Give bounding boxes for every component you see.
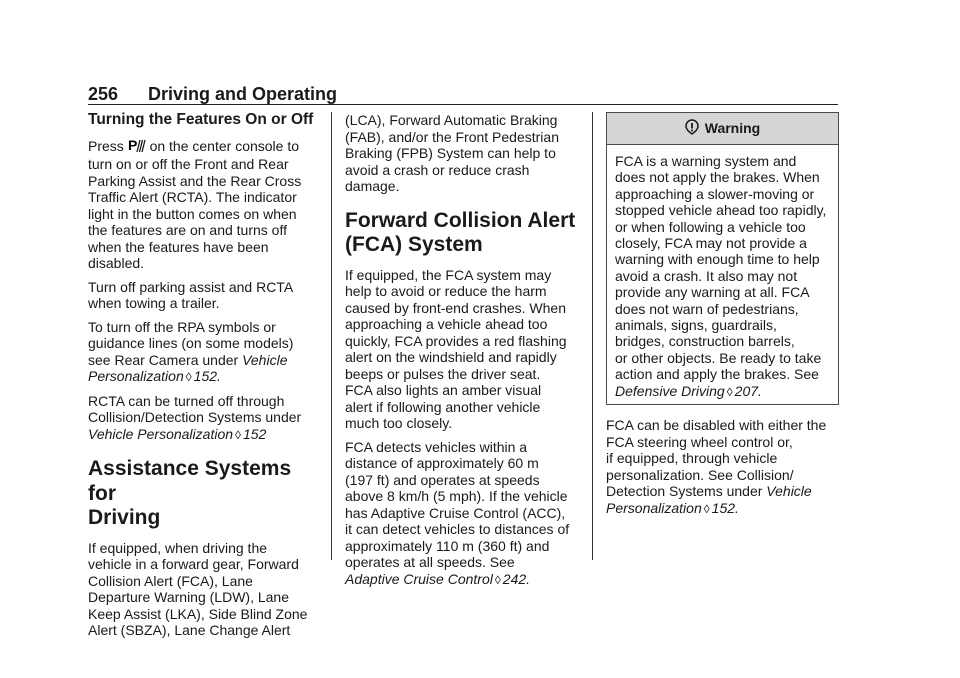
subheading: Turning the Features On or Off [88,111,314,128]
paragraph: RCTA can be turned off through Collision/Detection Systems under Vehicle Personalization ◊ 152 [88,392,302,442]
page-header [88,84,838,104]
paragraph: Press P on the center console to turn on or off the Front and Rear Parking Assist and the Rear Cross Traffic Alert (RCTA). The indicator light in the button comes on when the features are on and turns off when the features have been disabled. [88,136,302,271]
column-1 [88,112,324,646]
section-heading: Forward Collision Alert (FCA) System [345,208,576,256]
warning-box [606,112,839,405]
svg-text:P: P [127,136,138,153]
page-ref-icon: ◊ [703,501,710,516]
page-ref-icon: ◊ [726,384,733,399]
page-number: 256 [88,84,119,104]
warning-title: Warning [704,120,761,137]
paragraph: If equipped, the FCA system may help to avoid or reduce the harm caused by front-end crashes. When approaching a vehicle ahead too quickly, FCA provides a red flashing alert on the windshield and rapidly beeps or pulses the driver seat. FCA also lights an amber visual alert if following another vehicle much too closely. [345,266,567,431]
paragraph: Turn off parking assist and RCTA when towing a trailer. [88,278,294,311]
section-heading: Assistance Systems for Driving [88,457,292,529]
column-divider [331,112,332,560]
warning-header [607,113,838,145]
warning-body: FCA is a warning system and does not apply the brakes. When approaching a slower-moving or stopped vehicle ahead too rapidly, or when following a vehicle too closely, FCA may not provide a warning with enough time to help avoid a crash. It also may not provide any warning at all. FCA does not warn of pedestrians, animals, signs, guardrails, bridges, construction barrels, or other objects. Be ready to take action and apply the brakes. See Defensive Driving ◊ 207. [615,153,827,399]
column-divider [592,112,593,560]
parking-assist-icon [128,137,146,157]
paragraph: If equipped, when driving the vehicle in a forward gear, Forward Collision Alert (FCA), Lane Departure Warning (LDW), Lane Keep Assist (LKA), Side Blind Zone Alert (SBZA), Lane Change Alert [88,539,308,638]
paragraph: (LCA), Forward Automatic Braking (FAB), and/or the Front Pedestrian Braking (FPB) System can help to avoid a crash or reduce crash damage. [345,112,559,194]
paragraph: FCA can be disabled with either the FCA steering wheel control or, if equipped, through vehicle personalization. See Collision/ Detection Systems under Vehicle Personalization ◊ 152. [606,417,827,516]
paragraph: FCA detects vehicles within a distance of approximately 60 m (197 ft) and operates at speeds above 8 km/h (5 mph). If the vehicle has Adaptive Cruise Control (ACC), it can detect vehicles to distances of approximately 110 m (360 ft) and operates at all speeds. See Adaptive Cruise Control ◊ 242. [345,438,570,587]
page-ref-icon: ◊ [494,572,501,587]
warning-icon [685,119,699,139]
column-3 [606,112,839,524]
paragraph: To turn off the RPA symbols or guidance lines (on some models) see Rear Camera under Vehicle Personalization ◊ 152. [88,318,294,384]
page-ref-icon: ◊ [235,427,241,442]
section-title: Driving and Operating [148,84,338,104]
page-ref-icon: ◊ [185,370,192,384]
header-rule [88,104,838,105]
column-2 [345,112,585,595]
